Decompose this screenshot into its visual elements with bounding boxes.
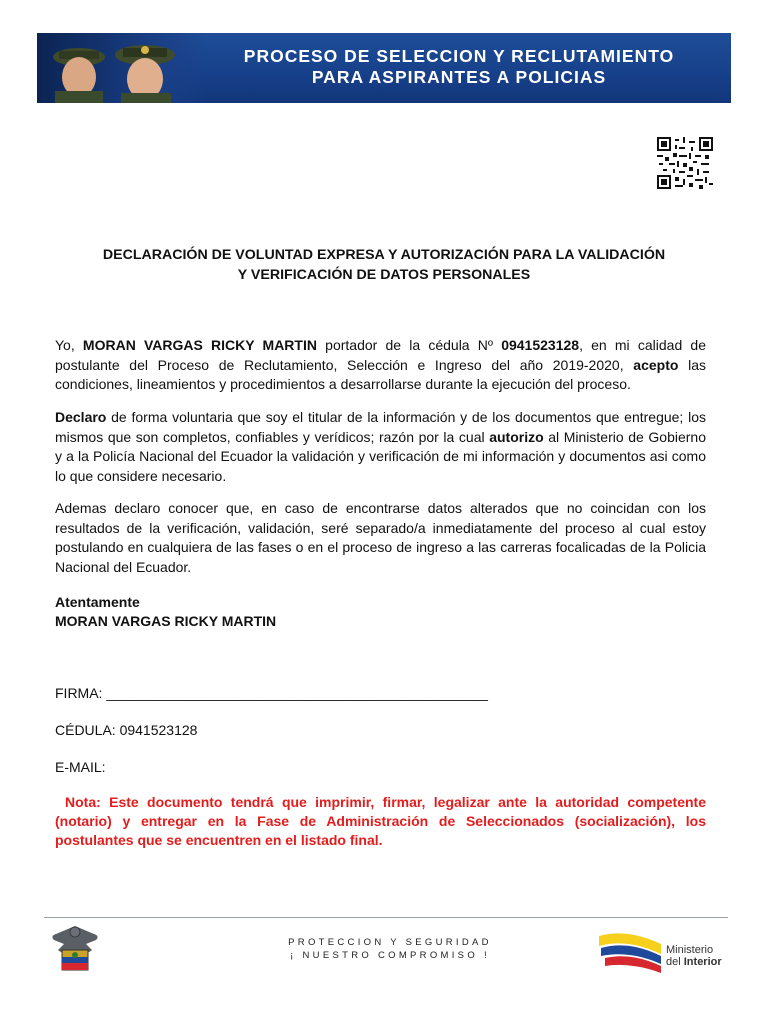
paragraph-declaration [55,408,706,486]
text-span: Yo, [55,337,83,353]
firma-field [55,684,488,703]
paragraph-acceptance [55,336,706,395]
banner-title-line1: PROCESO DE SELECCION Y RECLUTAMIENTO [243,46,675,66]
ministry-line1: Ministerio [666,944,714,956]
text-span: de forma voluntaria que soy el titular de la información y de los documentos que entregue; los mismos que son completos, confiables y verídicos; razón por la cual [55,409,706,445]
autorizo-word: autorizo [489,428,544,445]
email-field: E-MAIL: [55,759,106,775]
document-title-line2: Y VERIFICACIÓN DE DATOS PERSONALES [237,267,531,283]
paragraph-consequences: Ademas declaro conocer que, en caso de encontrarse datos alterados que no coincidan con los resultados de la verificación, validación, seré separado/a inmediatamente del proceso al cual estoy postulando en cualquiera de las fases o en el proceso de ingreso a las carreras focalicadas de la Policia Nacional del Ecuador. [55,500,706,575]
closing-word: Atentamente [55,594,140,610]
text-span: al Ministerio de Gobierno y a la Policía Nacional del Ecuador la validación y verificación de mi información y documentos asi como lo que considere necesario. [55,428,707,484]
banner-title-line2: PARA ASPIRANTES A POLICIAS [311,67,607,87]
text-span: , en mi calidad de postulante del Proceso de Reclutamiento, Selección e Ingreso del año 2019-2020, [55,337,706,373]
header-banner [37,33,731,103]
applicant-cedula: 0941523128 [501,337,580,353]
signer-name: MORAN VARGAS RICKY MARTIN [55,613,277,629]
police-officers-photo [37,33,207,103]
footer-divider [44,917,728,918]
ministry-line2-prefix: del [666,956,684,968]
footer-motto-line1: PROTECCION Y SEGURIDAD [288,937,492,948]
red-note: Nota: Este documento tendrá que imprimir, firmar, legalizar ante la autoridad competente (notario) y entregar en la Fase de Administración de Seleccionados (socialización), los postulantes que se encuentren en el listado final. [55,794,706,848]
ministry-line2 [666,956,722,968]
qr-code-icon [657,137,713,189]
declaro-word: Declaro [55,409,107,425]
footer-motto [250,936,530,962]
ministry-name [666,944,722,968]
banner-title [187,46,731,88]
text-span: portador de la cédula Nº [316,337,502,353]
ministry-line2-interior: Interior [683,956,722,968]
document-title [50,245,718,285]
acepto-word: acepto [633,356,679,373]
firma-signature-line: _________________________________________________ [106,685,488,701]
applicant-name: MORAN VARGAS RICKY MARTIN [82,337,317,353]
footer-motto-line2: ¡ NUESTRO COMPROMISO ! [290,950,490,961]
firma-label: FIRMA: [55,685,107,701]
police-seal-icon [48,924,102,974]
closing-block [55,593,276,631]
cedula-field: CÉDULA: 0941523128 [55,722,198,738]
text-span: las condiciones, lineamientos y procedimientos a desarrollarse durante la ejecución del proceso. [55,356,706,392]
document-title-line1: DECLARACIÓN DE VOLUNTAD EXPRESA Y AUTORIZACIÓN PARA LA VALIDACIÓN [102,247,666,263]
